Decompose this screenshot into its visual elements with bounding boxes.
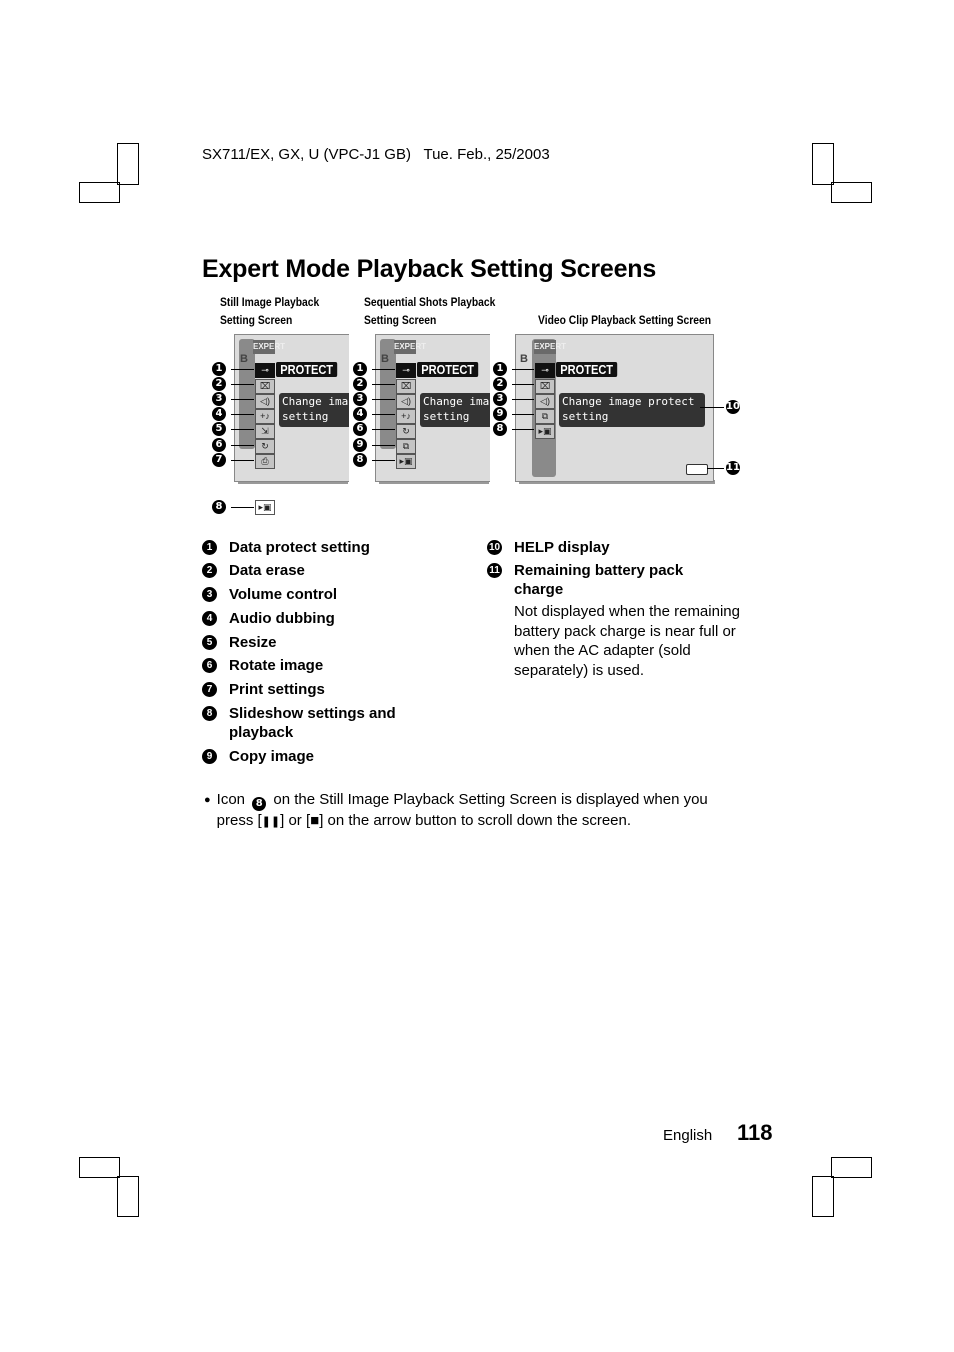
still-help-display: Change ima setting <box>279 393 349 427</box>
sequential-caption-line2: Setting Screen <box>364 313 437 327</box>
video-caption <box>538 311 711 329</box>
legend-num-4: 4 <box>202 611 217 626</box>
video-caption-line1: Video Clip Playback Setting Screen <box>538 313 712 327</box>
legend-label-8: Slideshow settings and playback <box>229 705 396 741</box>
video-leader-8 <box>512 429 534 430</box>
crop-mark-top-left-horizontal <box>79 182 120 203</box>
still-leader-4 <box>231 414 254 415</box>
legend-label-7: Print settings <box>229 681 325 698</box>
footer-language: English <box>663 1127 713 1144</box>
video-callout-9: 9 <box>493 407 507 421</box>
legend-num-11: 11 <box>487 563 502 578</box>
sequential-protect-label: PROTECT <box>417 362 478 377</box>
sequential-callout-6: 9 <box>353 438 367 452</box>
legend-num-2: 2 <box>202 563 217 578</box>
note-text-3: ] or [ <box>280 812 311 829</box>
page-number: 118 <box>737 1120 773 1145</box>
legend-num-8: 8 <box>202 706 217 721</box>
sequential-expert-tab: EXPERT <box>394 340 416 354</box>
legend-num-7: 7 <box>202 682 217 697</box>
sequential-rotate-icon[interactable]: ↻ <box>396 424 416 439</box>
still-expert-tab: EXPERT <box>253 340 275 354</box>
still-callout-3: 3 <box>212 392 226 406</box>
video-expert-tab: EXPERT <box>534 340 556 354</box>
still-caption <box>220 293 319 329</box>
sequential-leader-4 <box>372 414 395 415</box>
sequential-audio-dub-icon[interactable]: +♪ <box>396 409 416 424</box>
sequential-b-indicator: B <box>381 353 389 365</box>
still-callout-8: 8 <box>212 500 226 514</box>
header-model: SX711/EX, GX, U (VPC-J1 GB) <box>202 146 411 163</box>
header-date: Tue. Feb., 25/2003 <box>423 146 550 163</box>
still-leader-6 <box>231 445 254 446</box>
video-leader-10 <box>700 407 724 408</box>
video-protect-label: PROTECT <box>556 362 617 377</box>
sequential-callout-3: 3 <box>353 392 367 406</box>
sequential-copy-icon[interactable]: ⧉ <box>396 439 416 454</box>
sequential-caption-line1: Sequential Shots Playback <box>364 295 496 309</box>
still-leader-8 <box>231 507 254 508</box>
crop-mark-top-right-vertical <box>812 143 834 185</box>
document-header <box>202 146 550 163</box>
sequential-leader-7 <box>372 460 395 461</box>
still-leader-1 <box>231 369 254 370</box>
video-leader-1 <box>512 369 534 370</box>
legend-item-2 <box>202 561 305 580</box>
legend-num-6: 6 <box>202 658 217 673</box>
battery-note: Not displayed when the remaining battery pack charge is near full or when the AC adapter (sold separately) is used. <box>514 603 740 679</box>
legend-num-10: 10 <box>488 542 501 553</box>
legend-label-3: Volume control <box>229 586 338 603</box>
video-erase-icon[interactable]: ⌧ <box>535 379 555 394</box>
legend-item-3 <box>202 585 337 604</box>
pause-icon: ❚❚ <box>261 816 281 828</box>
video-volume-icon[interactable]: ◁) <box>535 394 555 409</box>
sequential-slideshow-icon[interactable]: ▸▣ <box>396 454 416 469</box>
video-callout-11: 11 <box>726 462 740 473</box>
still-caption-line1: Still Image Playback <box>220 295 320 309</box>
video-leader-11 <box>707 468 724 469</box>
still-leader-3 <box>231 399 254 400</box>
note-text-2: on the Still Image Playback Setting Screen is displayed when you press [ <box>216 791 708 829</box>
sequential-callout-1: 1 <box>353 362 367 376</box>
legend-label-2: Data erase <box>229 562 305 579</box>
legend-item-7 <box>202 680 325 699</box>
video-callout-3: 3 <box>493 392 507 406</box>
legend-label-4: Audio dubbing <box>229 610 335 627</box>
note-bullet: ● <box>204 794 211 806</box>
still-audio-dub-icon[interactable]: +♪ <box>255 409 275 424</box>
page-title: Expert Mode Playback Setting Screens <box>202 255 657 283</box>
still-callout-4: 4 <box>212 407 226 421</box>
legend-num-1: 1 <box>202 540 217 555</box>
crop-mark-top-right-horizontal <box>831 182 872 203</box>
crop-mark-bottom-left-horizontal <box>79 1157 120 1178</box>
legend-item-6 <box>202 656 323 675</box>
still-leader-7 <box>231 460 254 461</box>
sequential-help-display: Change ima setting <box>420 393 490 427</box>
still-rotate-icon[interactable]: ↻ <box>255 439 275 454</box>
legend-label-11: Remaining battery pack charge <box>514 562 684 598</box>
still-callout-2: 2 <box>212 377 226 391</box>
video-screen <box>515 334 714 482</box>
still-callout-7: 7 <box>212 453 226 467</box>
sequential-leader-6 <box>372 445 395 446</box>
still-caption-line2: Setting Screen <box>220 313 293 327</box>
legend-item-1 <box>202 538 370 557</box>
video-slideshow-icon[interactable]: ▸▣ <box>535 424 555 439</box>
video-b-indicator: B <box>520 353 528 365</box>
legend-label-1: Data protect setting <box>229 539 370 556</box>
still-resize-icon[interactable]: ⇲ <box>255 424 275 439</box>
still-print-icon[interactable]: ⎙ <box>255 454 275 469</box>
note-text-4: ] on the arrow button to scroll down the screen. <box>319 812 632 829</box>
still-b-indicator: B <box>240 353 248 365</box>
still-erase-icon[interactable]: ⌧ <box>255 379 275 394</box>
sequential-erase-icon[interactable]: ⌧ <box>396 379 416 394</box>
sequential-leader-5 <box>372 429 395 430</box>
video-callout-2: 2 <box>493 377 507 391</box>
legend-label-6: Rotate image <box>229 657 324 674</box>
crop-mark-bottom-right-vertical <box>812 1176 834 1217</box>
sequential-leader-3 <box>372 399 395 400</box>
legend-item-9 <box>202 747 314 766</box>
video-callout-8: 8 <box>493 422 507 436</box>
video-callout-10: 10 <box>726 401 740 412</box>
still-protect-icon[interactable]: ⊸ <box>255 363 275 378</box>
slideshow-icon: ▸▣ <box>255 500 275 515</box>
sequential-leader-1 <box>372 369 395 370</box>
still-callout-5: 5 <box>212 422 226 436</box>
legend-num-3: 3 <box>202 587 217 602</box>
still-leader-2 <box>231 384 254 385</box>
video-help-display: Change image protect setting <box>559 393 705 427</box>
legend-num-5: 5 <box>202 635 217 650</box>
scroll-note <box>204 790 744 832</box>
sequential-callout-2: 2 <box>353 377 367 391</box>
video-copy-icon[interactable]: ⧉ <box>535 409 555 424</box>
video-leader-2 <box>512 384 534 385</box>
still-callout-1: 1 <box>212 362 226 376</box>
legend-label-10: HELP display <box>514 539 610 556</box>
legend-item-10 <box>487 538 610 557</box>
sequential-leader-2 <box>372 384 395 385</box>
still-protect-label: PROTECT <box>276 362 337 377</box>
sequential-callout-5: 6 <box>353 422 367 436</box>
still-volume-icon[interactable]: ◁) <box>255 394 275 409</box>
crop-mark-bottom-left-vertical <box>117 1176 139 1217</box>
stop-icon: ■ <box>310 812 320 829</box>
video-leader-9 <box>512 414 534 415</box>
video-leader-3 <box>512 399 534 400</box>
sequential-volume-icon[interactable]: ◁) <box>396 394 416 409</box>
legend-item-8 <box>202 704 432 742</box>
legend-item-5 <box>202 633 277 652</box>
sequential-callout-4: 4 <box>353 407 367 421</box>
video-protect-icon[interactable]: ⊸ <box>535 363 555 378</box>
legend-item-4 <box>202 609 335 628</box>
crop-mark-bottom-right-horizontal <box>831 1157 872 1178</box>
sequential-protect-icon[interactable]: ⊸ <box>396 363 416 378</box>
video-battery-indicator <box>686 464 708 475</box>
still-callout-6: 6 <box>212 438 226 452</box>
legend-num-9: 9 <box>202 749 217 764</box>
legend-item-11 <box>487 561 727 599</box>
video-callout-1: 1 <box>493 362 507 376</box>
note-icon-ref: 8 <box>252 797 266 811</box>
legend-label-9: Copy image <box>229 748 315 765</box>
sequential-callout-7: 8 <box>353 453 367 467</box>
still-leader-5 <box>231 429 254 430</box>
legend-label-5: Resize <box>229 634 277 651</box>
note-text-1: Icon <box>216 791 246 808</box>
crop-mark-top-left-vertical <box>117 143 139 185</box>
sequential-caption <box>364 293 495 329</box>
